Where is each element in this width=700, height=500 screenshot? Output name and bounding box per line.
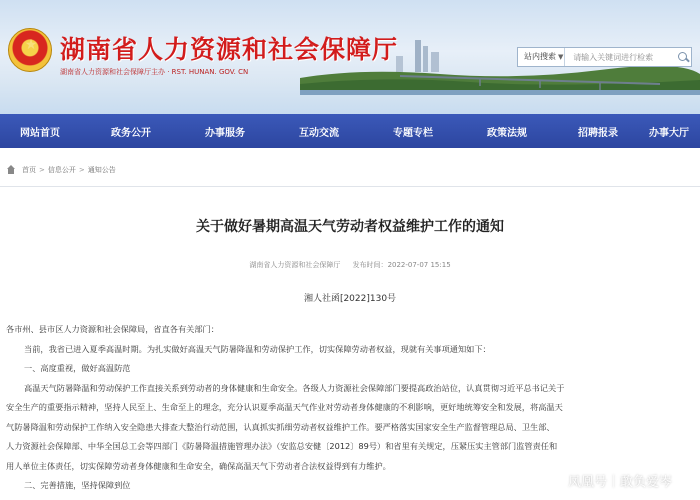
search-icon[interactable]: [674, 48, 691, 66]
paragraph: 高温天气防暑降温和劳动保护工作直接关系到劳动者的身体健康和生命安全。各级人力资源社会保障部门要提高政治站位，认真贯彻习近平总书记关于: [24, 382, 565, 393]
search-scope-label: 站内搜索: [524, 52, 556, 61]
nav-item-interaction[interactable]: 互动交流: [299, 127, 339, 139]
article-date-label: [353, 261, 451, 269]
national-emblem-logo: [8, 28, 52, 72]
article-body: [6, 320, 700, 496]
paragraph: 气防暑降温和劳动保护工作纳入安全隐患大排查大整治行动范围，认真抓实抓细劳动者权益维护工作。要严格落实国家安全生产监督管理总局、卫生部、: [6, 421, 555, 432]
article-source: 湖南省人力资源和社会保障厅: [249, 261, 341, 269]
breadcrumb-separator: >: [39, 166, 45, 174]
site-title: 湖南省人力资源和社会保障厅: [60, 35, 399, 64]
breadcrumb-info-disclosure[interactable]: 信息公开: [47, 166, 76, 174]
breadcrumb-notices[interactable]: 通知公告: [87, 166, 116, 174]
content-divider: [0, 186, 700, 187]
search-input[interactable]: [565, 48, 674, 66]
watermark: 凤凰号｜敢负爱岑: [568, 475, 673, 490]
nav-item-policies[interactable]: 政策法规: [487, 127, 527, 139]
date-label-text: 发布时间：: [352, 261, 388, 269]
nav-item-recruitment[interactable]: 招聘报录: [578, 127, 618, 139]
article-meta: [0, 260, 700, 270]
nav-item-topics[interactable]: 专题专栏: [393, 127, 433, 139]
nav-item-home[interactable]: 网站首页: [20, 127, 60, 139]
search-box: [517, 47, 692, 67]
paragraph: 人力资源社会保障部、中华全国总工会等四部门《防暑降温措施管理办法》（安监总安健〔2012〕89号）和省里有关规定，压紧压实主管部门监管责任和: [6, 441, 558, 451]
nav-item-gov-affairs[interactable]: 政务公开: [111, 127, 151, 139]
search-scope-select[interactable]: [518, 48, 565, 66]
site-subtitle: 湖南省人力资源和社会保障厅主办 · RST. HUNAN. GOV. CN: [60, 68, 249, 76]
article-date: 2022-07-07 15:15: [387, 261, 451, 269]
home-icon: [6, 165, 16, 175]
paragraph: 各市州、县市区人力资源和社会保障局，省直各有关部门：: [6, 324, 219, 334]
article-title: 关于做好暑期高温天气劳动者权益维护工作的通知: [196, 219, 504, 235]
nav-item-services[interactable]: 办事服务: [205, 127, 245, 139]
breadcrumb-home[interactable]: 首页: [22, 166, 36, 174]
paragraph: 当前，我省已进入夏季高温时期。为扎实做好高温天气防暑降温和劳动保护工作，切实保障劳动者权益，现就有关事项通知如下：: [24, 343, 491, 354]
nav-item-service-hall[interactable]: 办事大厅: [649, 127, 689, 139]
paragraph: 用人单位主体责任，切实保障劳动者身体健康和生命安全，确保高温天气下劳动者合法权益得到有力维护。: [6, 460, 391, 471]
header-banner: [0, 0, 700, 114]
main-nav: [0, 114, 700, 148]
section-heading: 二、完善措施，坚持保障到位: [24, 480, 131, 490]
document-number: 湘人社函[2022]130号: [303, 294, 397, 304]
breadcrumb: [0, 160, 700, 180]
section-heading: 一、高度重视，做好高温防范: [24, 363, 131, 373]
breadcrumb-separator: >: [78, 166, 85, 174]
paragraph: 安全生产的重要指示精神，坚持人民至上、生命至上的理念，充分认识夏季高温天气作业对劳动者身体健康的不利影响，更好地统筹安全和发展，将高温天: [6, 402, 563, 412]
chevron-down-icon: ▼: [558, 53, 564, 61]
